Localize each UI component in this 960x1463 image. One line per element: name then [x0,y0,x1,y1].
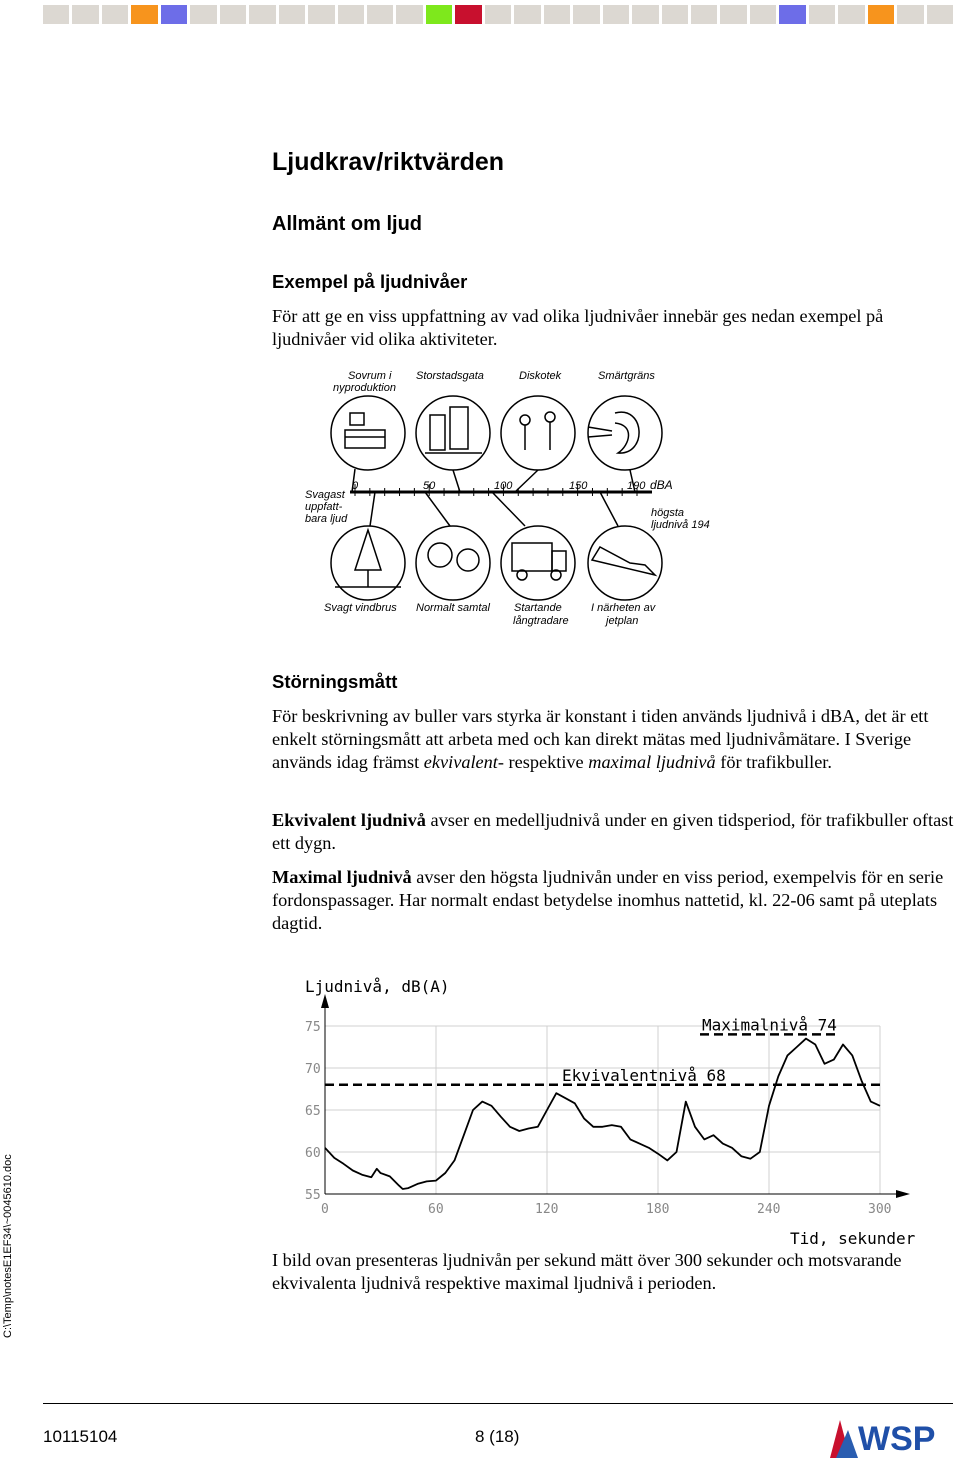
color-strip-cell [897,5,923,24]
paragraph-maximal: Maximal ljudnivå avser den högsta ljudnivån under en viss period, exempelvis för en serie fordonspassager. Har normalt endast betydelse inomhus nattetid, kl. 22-06 samt på uteplats dagtid. [272,867,944,933]
x-axis-title: Tid, sekunder [790,1229,916,1248]
color-strip-cell [308,5,334,24]
color-strip-cell [691,5,717,24]
color-strip-cell [249,5,275,24]
y-tick-label: 55 [305,1188,321,1203]
color-strip-cell [426,5,452,24]
chart-caption: I bild ovan presenteras ljudnivån per sekund mätt över 300 sekunder och motsvarande ekvivalenta ljudnivå respektive maximal ljudnivå i perioden. [272,1250,902,1293]
file-path-label: C:\Temp\notesE1EF34\~0045610.doc [2,1154,14,1338]
page-number: 8 (18) [475,1427,520,1446]
note-weakest-3: bara ljud [305,513,348,525]
color-strip-cell [779,5,805,24]
subheading-disturbance: Störningsmått [272,671,398,692]
scale-tick-0: 0 [352,480,359,492]
color-strip-cell [190,5,216,24]
pain-threshold-illustration [588,396,662,470]
y-axis-title: Ljudnivå, dB(A) [305,977,450,996]
y-tick-label: 70 [305,1062,321,1077]
label-pain: Smärtgräns [598,370,655,382]
note-highest-1: högsta [651,507,685,519]
scale-tick-150: 150 [569,480,588,492]
label-bedroom-2: nyproduktion [333,382,396,394]
scale-tick-100: 100 [494,480,513,492]
label-jet-2: jetplan [606,615,639,627]
wsp-logo [828,1414,956,1460]
page-title: Ljudkrav/riktvärden [272,148,505,176]
x-tick-label: 240 [757,1202,781,1217]
color-strip-cell [544,5,570,24]
color-strip-cell [927,5,953,24]
label-truck-2: långtradare [513,615,569,627]
color-strip-cell [72,5,98,24]
sound-level-chart [300,970,920,1255]
label-wind: Svagt vindbrus [324,602,397,614]
y-tick-label: 75 [305,1020,321,1035]
color-strip-cell [573,5,599,24]
color-strip-cell [102,5,128,24]
note-weakest-2: uppfatt- [305,501,343,513]
label-conversation: Normalt samtal [416,602,490,614]
color-strip-cell [838,5,864,24]
y-tick-label: 65 [305,1104,321,1119]
x-tick-label: 180 [646,1202,670,1217]
sound-level-series-line [325,1039,880,1189]
intro-paragraph: För att ge en viss uppfattning av vad olika ljudnivåer innebär ges nedan exempel på ljudnivåer vid olika aktiviteter. [272,306,884,349]
color-strip-cell [662,5,688,24]
color-strip-cell [485,5,511,24]
color-strip-cell [750,5,776,24]
paragraph-equivalent: Ekvivalent ljudnivå avser en medelljudnivå under en given tidsperiod, för trafikbuller oftast ett dygn. [272,810,954,853]
y-axis-arrow [321,994,329,1008]
section-heading-general: Allmänt om ljud [272,213,422,235]
bedroom-illustration [331,396,405,470]
x-tick-label: 60 [428,1202,444,1217]
scale-tick-50: 50 [423,480,436,492]
color-strip-cell [514,5,540,24]
disco-illustration [501,396,575,470]
note-highest-2: ljudnivå 194 [651,519,710,531]
label-truck-1: Startande [514,602,562,614]
color-strip [43,5,953,24]
color-strip-cell [603,5,629,24]
label-disco: Diskotek [519,370,562,382]
sound-level-illustration [300,365,720,635]
x-tick-label: 300 [868,1202,892,1217]
label-jet-1: I närheten av [591,602,656,614]
color-strip-cell [720,5,746,24]
jet-illustration [588,526,662,600]
x-axis-arrow [896,1190,910,1198]
note-weakest-1: Svagast [305,489,345,501]
color-strip-cell [279,5,305,24]
paragraph-measures: För beskrivning av buller vars styrka är konstant i tiden används ljudnivå i dBA, det är ett enkelt störningsmått att arbeta med och kan direkt mätas med ljudnivåmätare. I Sverige används idag främst ekvivalent- respektive maximal ljudnivå för trafikbuller. [272,706,929,772]
equivalent-level-label: Ekvivalentnivå 68 [562,1065,726,1085]
color-strip-cell [632,5,658,24]
color-strip-cell [131,5,157,24]
scale-tick-190: 190 [627,480,646,492]
logo-text: WSP [858,1420,936,1458]
color-strip-cell [809,5,835,24]
y-tick-label: 60 [305,1146,321,1161]
color-strip-cell [161,5,187,24]
x-tick-label: 120 [535,1202,559,1217]
color-strip-cell [338,5,364,24]
document-number: 10115104 [43,1427,118,1446]
color-strip-cell [455,5,481,24]
footer-divider [43,1403,953,1404]
label-street: Storstadsgata [416,370,484,382]
label-bedroom-1: Sovrum i [348,370,392,382]
color-strip-cell [43,5,69,24]
maximal-level-label: Maximalnivå 74 [702,1015,837,1035]
wind-illustration [331,526,405,600]
color-strip-cell [396,5,422,24]
color-strip-cell [868,5,894,24]
subheading-examples: Exempel på ljudnivåer [272,271,468,292]
scale-unit: dBA [650,478,673,492]
x-tick-label: 0 [321,1202,329,1217]
color-strip-cell [220,5,246,24]
color-strip-cell [367,5,393,24]
